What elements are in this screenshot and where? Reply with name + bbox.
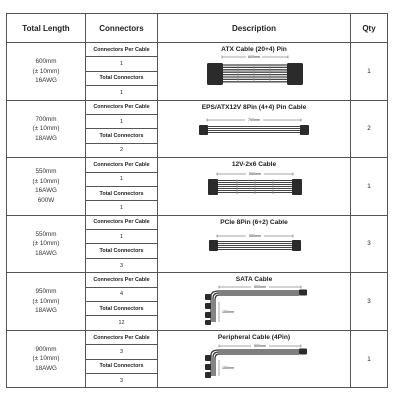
wire-gauge: 18AWG — [35, 134, 57, 142]
measure-label: 550mm — [249, 172, 261, 177]
measure-label-secondary: 150mm — [222, 365, 234, 370]
qty-cell: 1 — [351, 43, 388, 101]
per-cable-label: Connectors Per Cable — [86, 100, 158, 114]
description-cell — [158, 43, 351, 101]
per-cable-value: 1 — [86, 114, 158, 128]
total-value: 12 — [86, 316, 158, 330]
length-value: 550mm — [35, 230, 57, 238]
total-label: Total Connectors — [86, 129, 158, 143]
measure-label: 700mm — [248, 117, 260, 122]
qty-cell: 2 — [351, 100, 388, 158]
header-description: Description — [158, 14, 351, 43]
per-cable-value: 1 — [86, 230, 158, 244]
total-label: Total Connectors — [86, 244, 158, 258]
header-qty: Qty — [351, 14, 388, 43]
eps-cable-icon — [189, 112, 319, 138]
table-row — [7, 158, 388, 172]
wattage: 600W — [37, 196, 55, 204]
cable-title: Peripheral Cable (4Pin) — [217, 333, 291, 341]
per-cable-label: Connectors Per Cable — [86, 158, 158, 172]
per-cable-value: 3 — [86, 345, 158, 359]
wire-gauge: 18AWG — [35, 249, 57, 257]
table-row — [7, 43, 388, 57]
qty-cell: 1 — [351, 158, 388, 216]
total-label: Total Connectors — [86, 71, 158, 85]
length-cell — [7, 43, 86, 101]
length-tolerance: (± 10mm) — [32, 67, 60, 75]
table-row — [7, 100, 388, 114]
per-cable-value: 1 — [86, 57, 158, 71]
description-cell — [158, 330, 351, 388]
total-value: 3 — [86, 258, 158, 272]
length-cell — [7, 215, 86, 273]
length-tolerance: (± 10mm) — [32, 355, 60, 363]
cable-title: PCIe 8Pin (6+2) Cable — [220, 218, 288, 226]
cable-title: SATA Cable — [235, 276, 273, 284]
wire-gauge: 18AWG — [35, 307, 57, 315]
peripheral-cable-icon — [189, 342, 319, 380]
measure-label: 600mm — [248, 55, 260, 59]
length-value: 900mm — [35, 345, 57, 353]
description-cell — [158, 158, 351, 216]
cable-spec-table — [6, 13, 388, 388]
table-row — [7, 330, 388, 344]
total-label: Total Connectors — [86, 186, 158, 200]
length-value: 550mm — [35, 168, 57, 176]
cable-title: 12V-2x6 Cable — [231, 161, 277, 169]
qty-cell: 1 — [351, 330, 388, 388]
total-label: Total Connectors — [86, 359, 158, 373]
length-tolerance: (± 10mm) — [32, 240, 60, 248]
measure-label: 550mm — [249, 233, 261, 238]
header-row — [7, 14, 388, 43]
measure-label: 500mm — [254, 285, 266, 290]
length-tolerance: (± 10mm) — [32, 125, 60, 133]
per-cable-label: Connectors Per Cable — [86, 330, 158, 344]
cable-title: ATX Cable (20+4) Pin — [221, 46, 287, 53]
total-label: Total Connectors — [86, 302, 158, 316]
header-total-length: Total Length — [7, 14, 86, 43]
qty-cell: 3 — [351, 273, 388, 331]
measure-label-secondary: 150mm — [222, 310, 234, 315]
sata-cable-icon — [189, 284, 319, 326]
total-value: 1 — [86, 86, 158, 100]
description-cell — [158, 100, 351, 158]
pcie-cable-icon — [199, 227, 309, 255]
description-cell — [158, 273, 351, 331]
table-row — [7, 273, 388, 287]
per-cable-label: Connectors Per Cable — [86, 215, 158, 229]
length-value: 600mm — [35, 58, 57, 66]
total-value: 2 — [86, 143, 158, 157]
table-row — [7, 215, 388, 229]
length-value: 950mm — [35, 288, 57, 296]
per-cable-value: 4 — [86, 287, 158, 301]
wire-gauge: 16AWG — [35, 77, 57, 85]
length-tolerance: (± 10mm) — [32, 297, 60, 305]
per-cable-label: Connectors Per Cable — [86, 273, 158, 287]
length-cell — [7, 273, 86, 331]
header-connectors: Connectors — [86, 14, 158, 43]
description-cell — [158, 215, 351, 273]
length-value: 700mm — [35, 115, 57, 123]
cable-spec-table-wrapper — [6, 13, 387, 383]
per-cable-value: 1 — [86, 172, 158, 186]
measure-label: 500mm — [254, 343, 266, 348]
length-cell — [7, 158, 86, 216]
cable-title: EPS/ATX12V 8Pin (4+4) Pin Cable — [201, 103, 307, 111]
12v-2x6-cable-icon — [199, 169, 309, 199]
length-cell — [7, 100, 86, 158]
per-cable-label: Connectors Per Cable — [86, 43, 158, 57]
wire-gauge: 18AWG — [35, 364, 57, 372]
total-value: 1 — [86, 201, 158, 215]
qty-cell: 3 — [351, 215, 388, 273]
total-value: 3 — [86, 373, 158, 387]
length-cell — [7, 330, 86, 388]
length-tolerance: (± 10mm) — [32, 177, 60, 185]
atx-cable-icon — [194, 54, 314, 88]
wire-gauge: 16AWG — [35, 187, 57, 195]
